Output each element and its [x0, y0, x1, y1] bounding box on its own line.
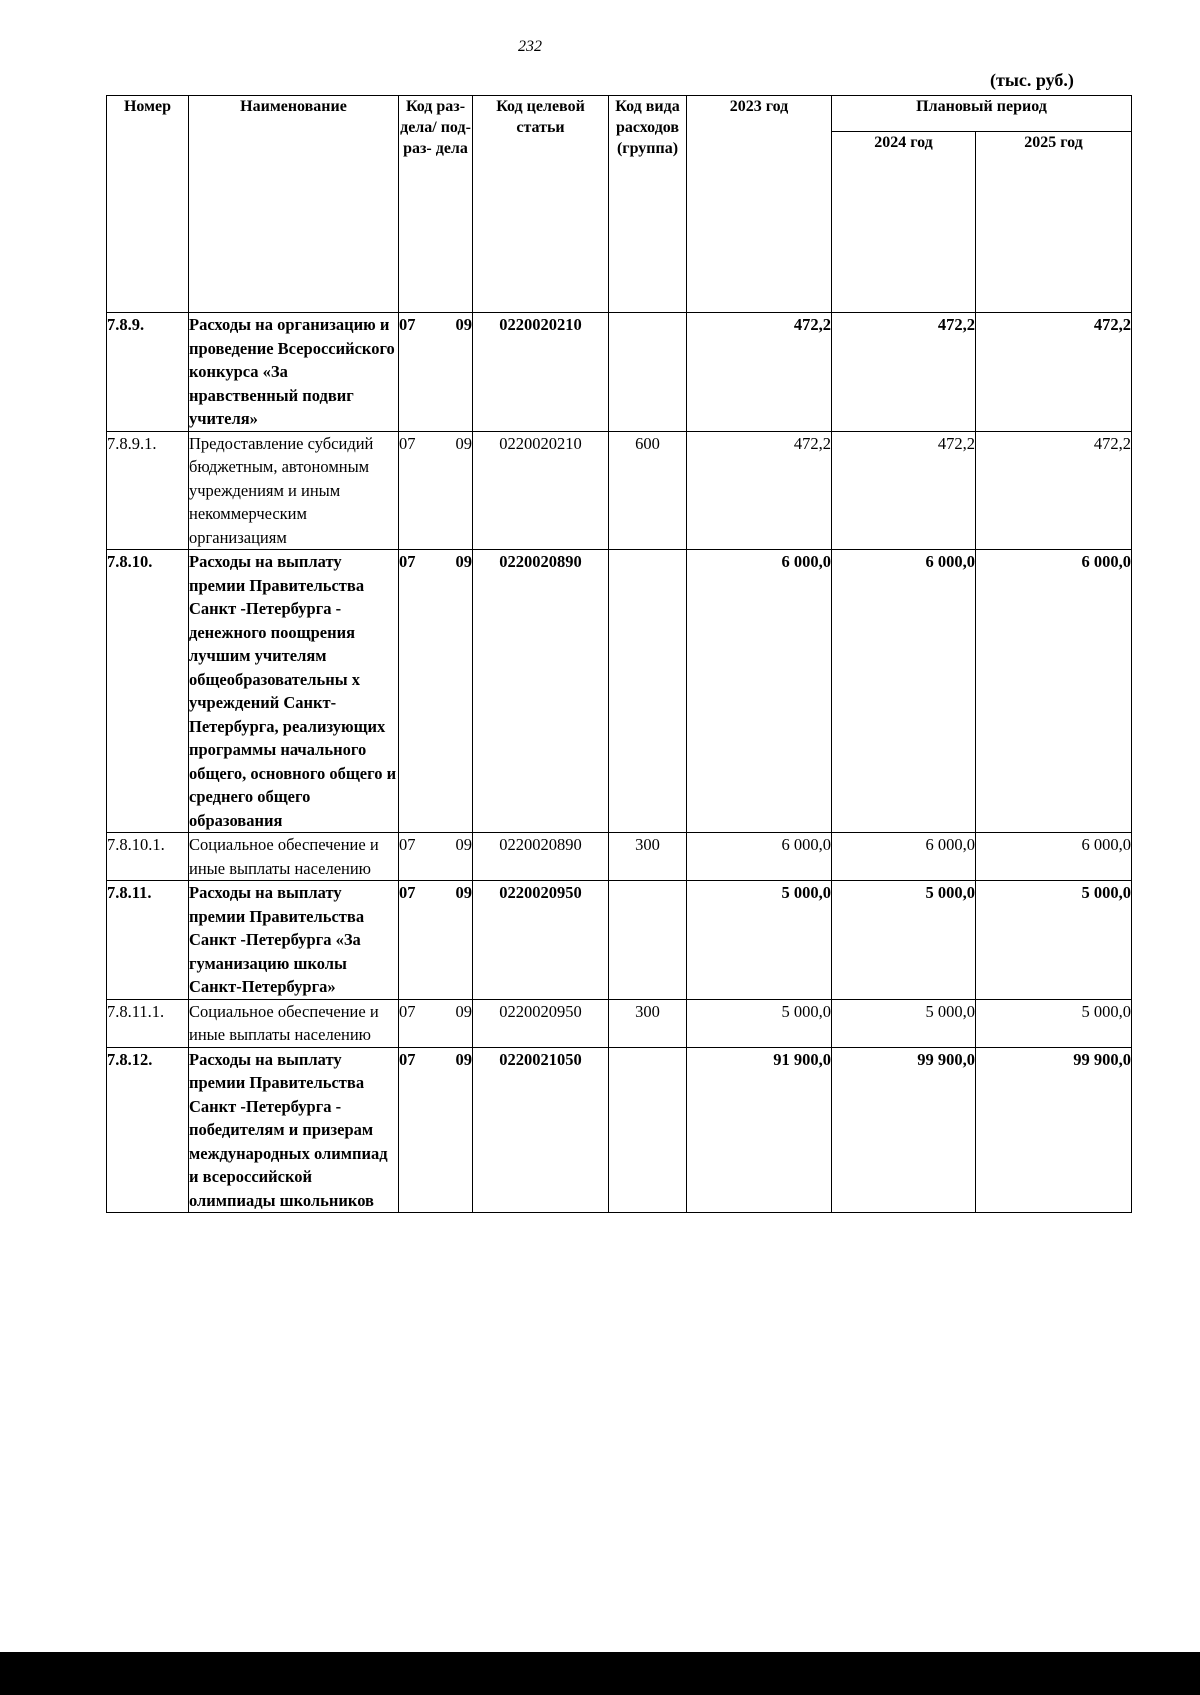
row-section-code	[399, 313, 473, 432]
header-year-2024: 2024 год	[832, 132, 976, 313]
row-cost-type	[609, 550, 687, 833]
table-row	[107, 550, 1132, 833]
row-number: 7.8.10.1.	[107, 833, 189, 881]
table-row	[107, 431, 1132, 550]
row-cost-type: 600	[609, 431, 687, 550]
row-section: 07	[399, 1001, 416, 1021]
row-cost-type	[609, 313, 687, 432]
row-number: 7.8.11.	[107, 881, 189, 1000]
row-name: Социальное обеспечение и иные выплаты населению	[189, 999, 399, 1047]
row-amount-2023: 472,2	[687, 313, 832, 432]
row-section-code	[399, 1047, 473, 1213]
row-amount-2025: 6 000,0	[976, 550, 1132, 833]
table-row	[107, 313, 1132, 432]
header-name: Наименование	[189, 96, 399, 313]
row-number: 7.8.9.1.	[107, 431, 189, 550]
page-number: 232	[518, 38, 542, 55]
row-section-code	[399, 550, 473, 833]
header-row	[107, 96, 1132, 132]
table-row	[107, 833, 1132, 881]
row-number: 7.8.11.1.	[107, 999, 189, 1047]
row-section: 07	[399, 1049, 416, 1069]
row-amount-2025: 472,2	[976, 313, 1132, 432]
row-amount-2024: 5 000,0	[832, 999, 976, 1047]
row-section-code	[399, 431, 473, 550]
row-number: 7.8.10.	[107, 550, 189, 833]
row-amount-2023: 91 900,0	[687, 1047, 832, 1213]
row-cost-type	[609, 1047, 687, 1213]
header-year-2023: 2023 год	[687, 96, 832, 313]
row-subsection: 09	[455, 883, 472, 902]
row-section: 07	[399, 552, 416, 571]
row-section-code	[399, 999, 473, 1047]
table-row	[107, 881, 1132, 1000]
row-number: 7.8.9.	[107, 313, 189, 432]
header-planning-period: Плановый период	[832, 96, 1132, 132]
row-section: 07	[399, 315, 416, 334]
header-section-code: Код раз- дела/ под- раз- дела	[399, 96, 473, 313]
row-cost-type	[609, 881, 687, 1000]
row-amount-2024: 472,2	[832, 313, 976, 432]
row-amount-2025: 5 000,0	[976, 881, 1132, 1000]
row-target-code: 0220020890	[473, 833, 609, 881]
row-amount-2025: 6 000,0	[976, 833, 1132, 881]
row-subsection: 09	[455, 1049, 472, 1069]
row-amount-2024: 99 900,0	[832, 1047, 976, 1213]
budget-table	[106, 95, 1132, 1213]
row-name: Социальное обеспечение и иные выплаты населению	[189, 833, 399, 881]
row-section: 07	[399, 835, 416, 854]
table-row	[107, 999, 1132, 1047]
row-section: 07	[399, 433, 416, 453]
row-name: Расходы на организацию и проведение Всероссийского конкурса «За нравственный подвиг учителя»	[189, 313, 399, 432]
row-amount-2023: 472,2	[687, 431, 832, 550]
scan-bottom-border	[0, 1652, 1200, 1695]
row-target-code: 0220020210	[473, 313, 609, 432]
row-subsection: 09	[455, 315, 472, 334]
units-note: (тыс. руб.)	[990, 70, 1074, 90]
row-target-code: 0220020210	[473, 431, 609, 550]
row-target-code: 0220020950	[473, 999, 609, 1047]
row-name: Расходы на выплату премии Правительства Санкт -Петербурга - победителям и призерам международных олимпиад и всероссийской олимпиады школьников	[189, 1047, 399, 1213]
row-amount-2025: 5 000,0	[976, 999, 1132, 1047]
row-section: 07	[399, 883, 416, 902]
row-name: Расходы на выплату премии Правительства Санкт -Петербурга - денежного поощрения лучшим учителям общеобразовательны х учреждений Санкт-Петербурга, реализующих программы начального общего, основного общего и среднего общего образования	[189, 550, 399, 833]
row-amount-2023: 6 000,0	[687, 833, 832, 881]
row-target-code: 0220021050	[473, 1047, 609, 1213]
row-amount-2023: 5 000,0	[687, 999, 832, 1047]
table-row	[107, 1047, 1132, 1213]
header-cost-type: Код вида расходов (группа)	[609, 96, 687, 313]
row-number: 7.8.12.	[107, 1047, 189, 1213]
row-section-code	[399, 833, 473, 881]
row-subsection: 09	[455, 433, 472, 453]
row-name: Расходы на выплату премии Правительства Санкт -Петербурга «За гуманизацию школы Санкт-Петербурга»	[189, 881, 399, 1000]
row-name: Предоставление субсидий бюджетным, автономным учреждениям и иным некоммерческим организациям	[189, 431, 399, 550]
header-target-code: Код целевой статьи	[473, 96, 609, 313]
row-cost-type: 300	[609, 833, 687, 881]
row-subsection: 09	[455, 552, 472, 571]
header-number: Номер	[107, 96, 189, 313]
row-amount-2023: 6 000,0	[687, 550, 832, 833]
row-amount-2025: 99 900,0	[976, 1047, 1132, 1213]
row-amount-2024: 6 000,0	[832, 550, 976, 833]
row-subsection: 09	[455, 1001, 472, 1021]
row-cost-type: 300	[609, 999, 687, 1047]
row-amount-2024: 6 000,0	[832, 833, 976, 881]
row-subsection: 09	[455, 835, 472, 854]
row-amount-2025: 472,2	[976, 431, 1132, 550]
row-section-code	[399, 881, 473, 1000]
row-amount-2023: 5 000,0	[687, 881, 832, 1000]
row-target-code: 0220020890	[473, 550, 609, 833]
row-amount-2024: 5 000,0	[832, 881, 976, 1000]
row-target-code: 0220020950	[473, 881, 609, 1000]
row-amount-2024: 472,2	[832, 431, 976, 550]
header-year-2025: 2025 год	[976, 132, 1132, 313]
